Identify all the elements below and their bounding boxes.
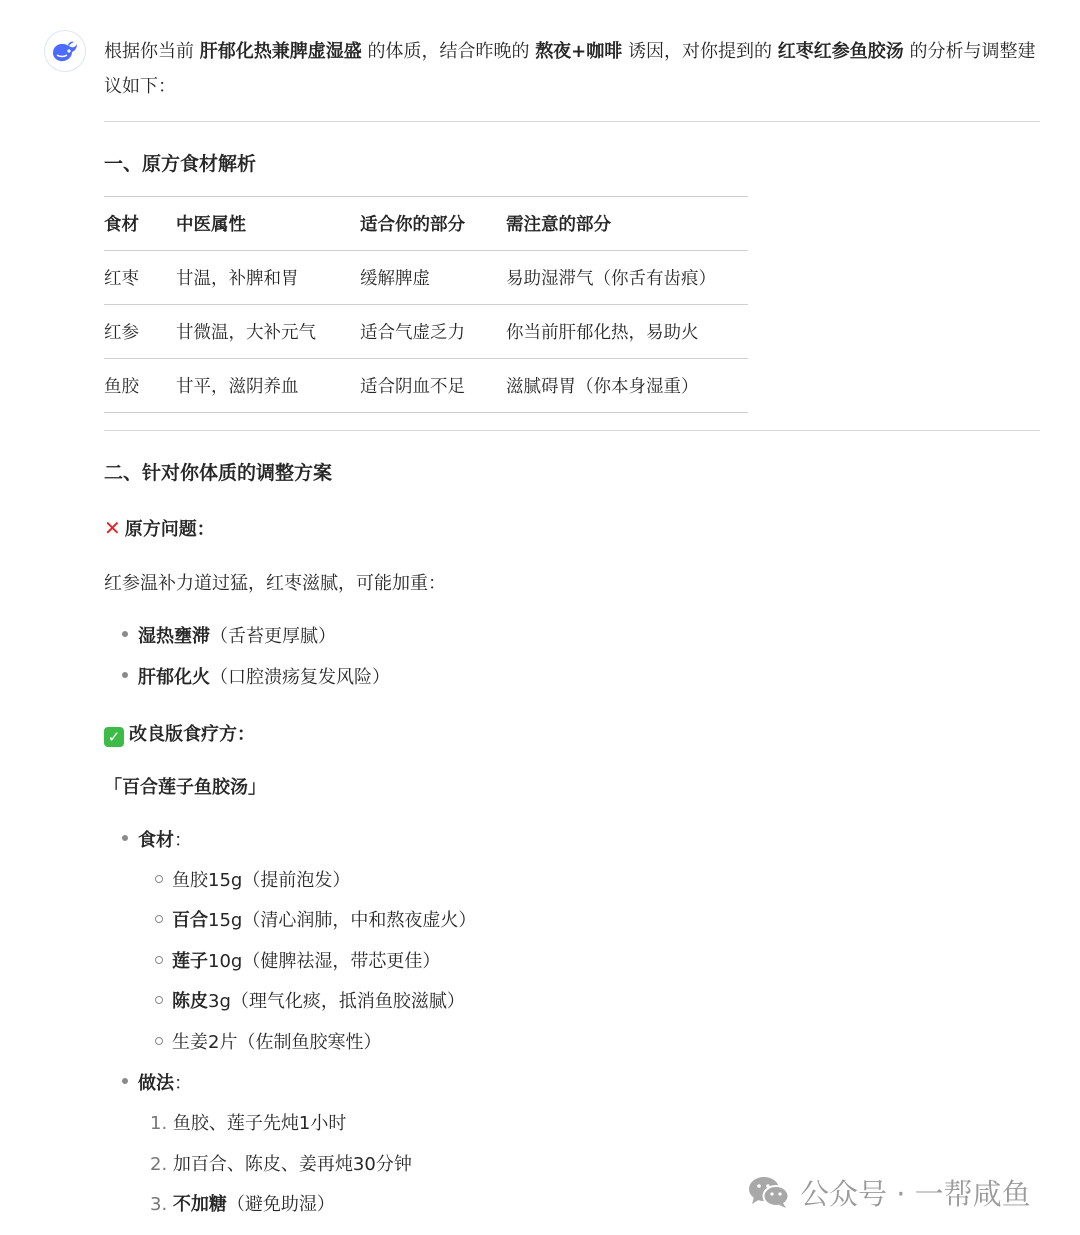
table-header-row	[104, 197, 748, 251]
method-step	[150, 1190, 335, 1216]
method-step	[150, 1109, 346, 1135]
watermark-text: 公众号 · 一帮咸鱼	[800, 1176, 1031, 1211]
ingredient-text: 15g（清心润肺，中和熬夜虚火）	[208, 910, 477, 931]
intro-text: 诱因，对你提到的	[622, 41, 778, 62]
ingredient-item	[172, 947, 440, 973]
bullet-dot	[122, 835, 128, 841]
bullet-dot	[122, 1078, 128, 1084]
method-heading	[138, 1069, 192, 1095]
ingredient-item	[172, 987, 465, 1013]
sub-bullet	[155, 956, 163, 964]
divider	[104, 430, 1040, 431]
method-label: 做法	[138, 1073, 174, 1094]
table-cell: 适合气虚乏力	[360, 305, 506, 359]
table-header: 需注意的部分	[506, 197, 748, 251]
method-step	[150, 1150, 412, 1176]
table-cell: 适合阴血不足	[360, 359, 506, 413]
trigger-highlight: 熬夜+咖啡	[535, 41, 623, 62]
ingredient-item	[172, 1028, 381, 1054]
check-mark-icon: ✓	[104, 727, 124, 747]
sub-bullet	[155, 875, 163, 883]
improve-heading	[104, 720, 255, 747]
table-cell: 鱼胶	[104, 359, 176, 413]
ingredient-item	[172, 866, 350, 892]
table-header: 适合你的部分	[360, 197, 506, 251]
problem-item-text: （舌苔更厚腻）	[210, 626, 336, 647]
step-number: 1.	[150, 1113, 168, 1134]
problem-title: 原方问题：	[124, 519, 215, 540]
whale-logo-icon	[50, 36, 80, 66]
ingredients-label: 食材	[138, 830, 174, 851]
step-text: 加百合、陈皮、姜再炖30分钟	[172, 1154, 412, 1175]
ingredient-text: 鱼胶15g（提前泡发）	[172, 870, 351, 891]
ingredient-bold: 陈皮	[172, 991, 208, 1012]
table-row	[104, 251, 748, 305]
table-cell: 滋腻碍胃（你本身湿重）	[506, 359, 748, 413]
section2-title: 二、针对你体质的调整方案	[104, 462, 333, 484]
watermark	[748, 1172, 1031, 1212]
ingredient-table	[104, 196, 748, 413]
bullet-dot	[122, 631, 128, 637]
table-cell: 你当前肝郁化热，易助火	[506, 305, 748, 359]
table-row	[104, 305, 748, 359]
intro-paragraph	[104, 34, 1039, 104]
recipe-highlight: 红枣红参鱼胶汤	[777, 41, 904, 62]
table-row	[104, 359, 748, 413]
table-cell: 红参	[104, 305, 176, 359]
divider	[104, 121, 1040, 122]
step-text: （避免助湿）	[226, 1194, 335, 1215]
ingredient-bold: 百合	[172, 910, 208, 931]
table-cell: 甘温，补脾和胃	[176, 251, 360, 305]
problem-item	[138, 622, 336, 648]
colon: ：	[174, 1073, 192, 1094]
section1-title: 一、原方食材解析	[104, 153, 257, 175]
intro-text: 根据你当前	[104, 41, 200, 62]
table-cell: 红枣	[104, 251, 176, 305]
wechat-icon	[748, 1175, 790, 1209]
step-number: 3.	[150, 1194, 168, 1215]
colon: ：	[174, 830, 192, 851]
ingredient-item	[172, 906, 476, 932]
sub-bullet	[155, 915, 163, 923]
problem-item-text: （口腔溃疡复发风险）	[210, 667, 390, 688]
cross-mark-icon: ✕	[104, 516, 121, 540]
sub-bullet	[155, 1037, 163, 1045]
sub-bullet	[155, 996, 163, 1004]
intro-text: 的体质，结合昨晚的	[361, 41, 536, 62]
bullet-dot	[122, 672, 128, 678]
problem-item-bold: 湿热壅滞	[138, 626, 210, 647]
problem-item-bold: 肝郁化火	[138, 667, 210, 688]
improve-title: 改良版食疗方：	[129, 724, 255, 745]
step-text: 鱼胶、莲子先炖1小时	[172, 1113, 347, 1134]
recipe-name: 「百合莲子鱼胶汤」	[104, 777, 266, 798]
problem-item	[138, 663, 390, 689]
table-cell: 甘平，滋阴养血	[176, 359, 360, 413]
problem-text: 红参温补力道过猛，红枣滋腻，可能加重：	[104, 573, 446, 594]
table-cell: 易助湿滞气（你舌有齿痕）	[506, 251, 748, 305]
table-cell: 甘微温，大补元气	[176, 305, 360, 359]
table-cell: 缓解脾虚	[360, 251, 506, 305]
ingredient-bold: 莲子	[172, 951, 208, 972]
table-header: 中医属性	[176, 197, 360, 251]
ingredient-text: 生姜2片（佐制鱼胶寒性）	[172, 1032, 382, 1053]
step-number: 2.	[150, 1154, 168, 1175]
ingredient-text: 10g（健脾祛湿，带芯更佳）	[208, 951, 441, 972]
assistant-avatar	[44, 30, 86, 72]
ingredients-heading	[138, 826, 192, 852]
ingredient-text: 3g（理气化痰，抵消鱼胶滋腻）	[208, 991, 465, 1012]
intro-text: 的分析与调整建议如下：	[104, 41, 1036, 97]
table-header: 食材	[104, 197, 176, 251]
step-bold: 不加糖	[172, 1194, 227, 1215]
constitution-highlight: 肝郁化热兼脾虚湿盛	[199, 41, 362, 62]
problem-heading	[104, 515, 215, 541]
